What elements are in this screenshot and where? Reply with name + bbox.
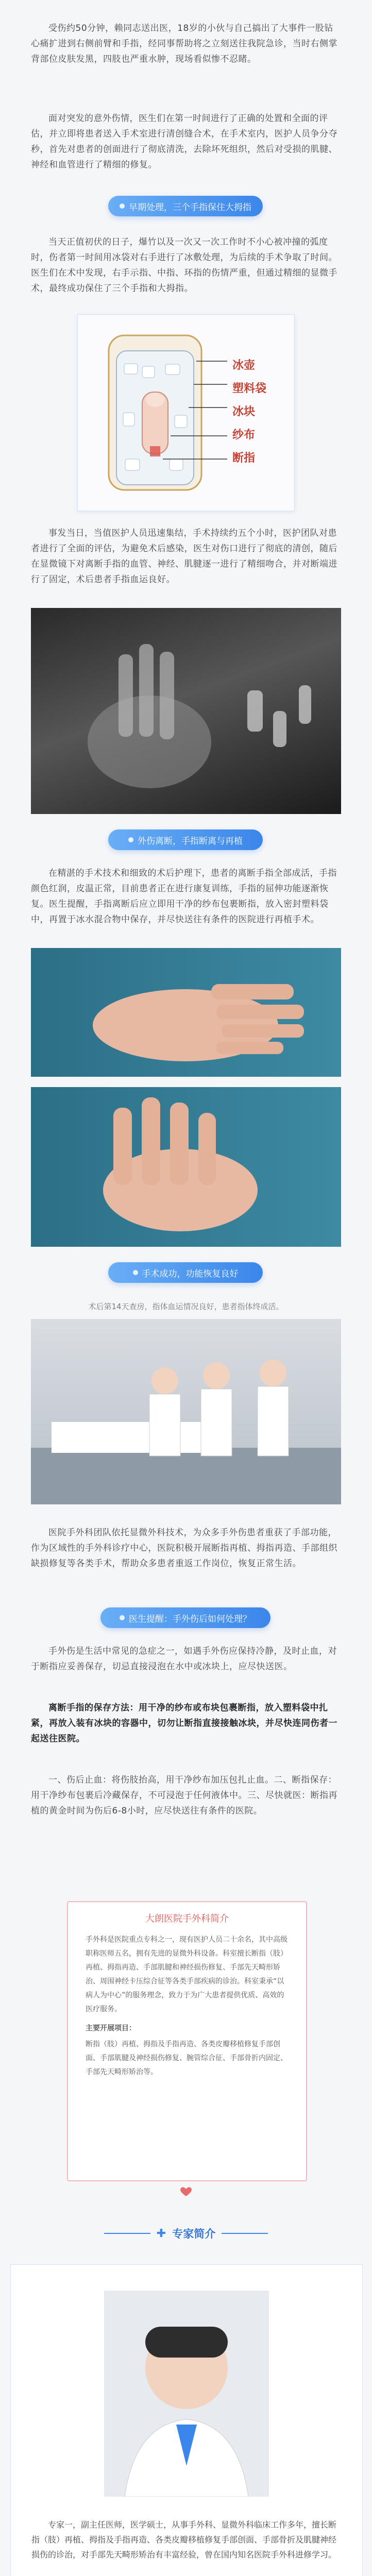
label-gauze: 纱布 xyxy=(232,429,256,442)
hand-graphic-2 xyxy=(31,1087,341,1247)
ward-round-photo xyxy=(31,1319,341,1504)
intro-paragraph-1: 受伤约50分钟，赖同志送出医，18岁的小伙与自己搞出了大事件一股钻心痛扩进到右侧前臂和手指，经同事帮助将之立刻送往我院急诊，当时右侧掌背部位皮肤发黑，四肢也严重水肿，现场看似惨不忍睹。 xyxy=(31,23,337,64)
department-intro-body: 手外科是医院重点专科之一，现有医护人员二十余名，其中高级职称医师五名，拥有先进的显微外科设备。科室擅长断指（肢）再植、拇指再造、手部肌腱和神经损伤修复、手部先天畸形矫治、周围神经卡压综合征等各类手部疾病的诊治。科室秉承“以病人为中心”的服务理念，致力于为广大患者提供优质、高效的医疗服务。 xyxy=(86,1936,288,2013)
expert-photo-1 xyxy=(104,2291,269,2497)
section-title-3 xyxy=(108,1262,263,1283)
recovered-hand-photo-1 xyxy=(31,948,341,1077)
portrait-graphic-1 xyxy=(104,2291,269,2497)
expert-bio-1: 专家一，副主任医师，医学硕士，从事手外科、显微外科临床工作多年，擅长断指（肢）再植、拇指及手指再造、各类皮瓣移植修复手部创面、手部骨折及肌腱神经损伤的诊治，对手部先天畸形矫治有丰富经验，曾在国内知名医院手外科进修学习。 xyxy=(31,2520,337,2560)
expert-card-1 xyxy=(10,2264,363,2576)
section-title-4-text: 医生提醒：手外伤后如何处理？ xyxy=(129,1614,251,1624)
section-title-3-text: 手术成功，功能恢复良好 xyxy=(142,1268,239,1279)
label-plastic-bag: 塑料袋 xyxy=(232,382,267,395)
label-ice-bucket: 冰壶 xyxy=(232,359,256,372)
hand-graphic-1 xyxy=(31,948,341,1077)
ice-storage-diagram xyxy=(77,314,295,511)
bullet-icon xyxy=(120,204,125,209)
section4-paragraph: 手外伤是生活中常见的急症之一，如遇手外伤应保持冷静，及时止血，对于断指应妥善保存，切忌直接浸泡在水中或冰块上，应尽快送医。 xyxy=(31,1646,337,1672)
expert-bio-1-text: 副主任医师，医学硕士，从事手外科、显微外科临床工作多年，擅长断指（肢）再植、拇指及手指再造、各类皮瓣移植修复手部创面、手部骨折及肌腱神经损伤的诊治，对手部先天畸形矫治有丰富经验，曾在国内知名医院手外科进修学习。 xyxy=(31,2520,337,2560)
department-intro-title: 大朗医院手外科简介 xyxy=(145,1913,229,1924)
department-projects-list: 断指（肢）再植、拇指及手指再造、各类皮瓣移植修复手部创面、手部肌腱及神经损伤修复、腕管综合征、手部骨折内固定、手部先天畸形矫治等。 xyxy=(86,2040,288,2076)
ward-paragraph: 医院手外科团队依托显微外科技术，为众多手外伤患者重获了手部功能，作为区域性的手外科诊疗中心，医院积极开展断指再植、拇指再造、手部组织缺损修复等各类手术，帮助众多患者重返工作岗位，恢复正常生活。 xyxy=(31,1528,337,1569)
label-severed-finger: 断指 xyxy=(232,452,256,465)
heart-icon xyxy=(179,2184,193,2198)
hand-xray-graphic xyxy=(31,608,341,814)
department-intro-box xyxy=(67,1901,307,2181)
ward-round-caption: 术后第14天查房，指体血运情况良好，患者指体终成活。 xyxy=(88,1302,284,1311)
department-projects-title: 主要开展项目： xyxy=(86,2024,136,2032)
tips-list-paragraph: 一、伤后止血：将伤肢抬高，用干净纱布加压包扎止血。二、断指保存：用干净纱布包裹后冷藏保存，不可浸泡于任何液体中。三、尽快就医：断指再植的黄金时间为伤后6-8小时，应尽快送往有条件的医院。 xyxy=(31,1775,337,1816)
section-title-2-text: 外伤离断，手指断离与再植 xyxy=(138,836,243,846)
section2-paragraph: 事发当日，当值医护人员迅速集结，手术持续约五个小时，医护团队对患者进行了全面的评估，为避免术后感染，医生对伤口进行了彻底的清创，随后在显微镜下对离断手指的血管、神经、肌腱逐一进行了精细吻合，并对断端进行了固定，术后患者手指血运良好。 xyxy=(31,528,337,585)
bullet-icon xyxy=(120,1615,125,1620)
ice-diagram-labels xyxy=(232,354,266,470)
recovered-hand-photo-2 xyxy=(31,1087,341,1247)
experts-title: 专家简介 xyxy=(172,2228,216,2240)
ward-scene-graphic xyxy=(31,1319,341,1504)
bullet-icon xyxy=(128,837,133,842)
doctor-icon: ✚ xyxy=(156,2227,166,2240)
label-ice-cubes: 冰块 xyxy=(232,405,256,418)
section3-paragraph: 在精湛的手术技术和细致的术后护理下，患者的离断手指全部成活，手指颜色红润，皮温正常，目前患者正在进行康复训练，手指的屈伸功能逐渐恢复。医生提醒，手指离断后应立即用干净的纱布包裹断指，放入密封塑料袋中，再置于冰水混合物中保存，并尽快送往有条件的医院进行再植手术。 xyxy=(31,868,337,925)
intro-paragraph-2: 面对突发的意外伤情，医生们在第一时间进行了正确的处置和全面的评估，并立即将患者送入手术室进行清创缝合术，在手术室内，医护人员争分夺秒，首先对患者的创面进行了彻底清洗，去除坏死组织，然后对受损的肌腱、神经和血管进行了精细的修复。 xyxy=(31,113,337,170)
section-title-1-text: 早期处理，三个手指保住大拇指 xyxy=(129,202,251,213)
header-line-right xyxy=(222,2233,268,2234)
header-line-left xyxy=(104,2233,150,2234)
section-title-2 xyxy=(108,829,263,850)
expert-name-1: 专家一 xyxy=(48,2520,73,2530)
tips-bold-paragraph: 离断手指的保存方法：用干净的纱布或布块包裹断指，放入塑料袋中扎紧，再放入装有冰块的容器中，切勿让断指直接接触冰块，并尽快连同伤者一起送往医院。 xyxy=(31,1703,337,1744)
injury-photo-1 xyxy=(31,608,341,814)
section-title-1 xyxy=(108,196,263,216)
ice-paragraph: 当天正值初伏的日子，爆竹以及一次又一次工作时不小心被冲撞的弧度时，伤者第一时间用冰袋对右手进行了冰敷处理，为后续的手术争取了时间。医生们在术中发现，右手示指、中指、环指的伤情严重，但通过精细的显微手术，最终成功保住了三个手指和大拇指。 xyxy=(31,237,337,294)
bullet-icon xyxy=(133,1270,138,1275)
section-title-4 xyxy=(100,1607,270,1628)
experts-header xyxy=(0,2223,372,2244)
